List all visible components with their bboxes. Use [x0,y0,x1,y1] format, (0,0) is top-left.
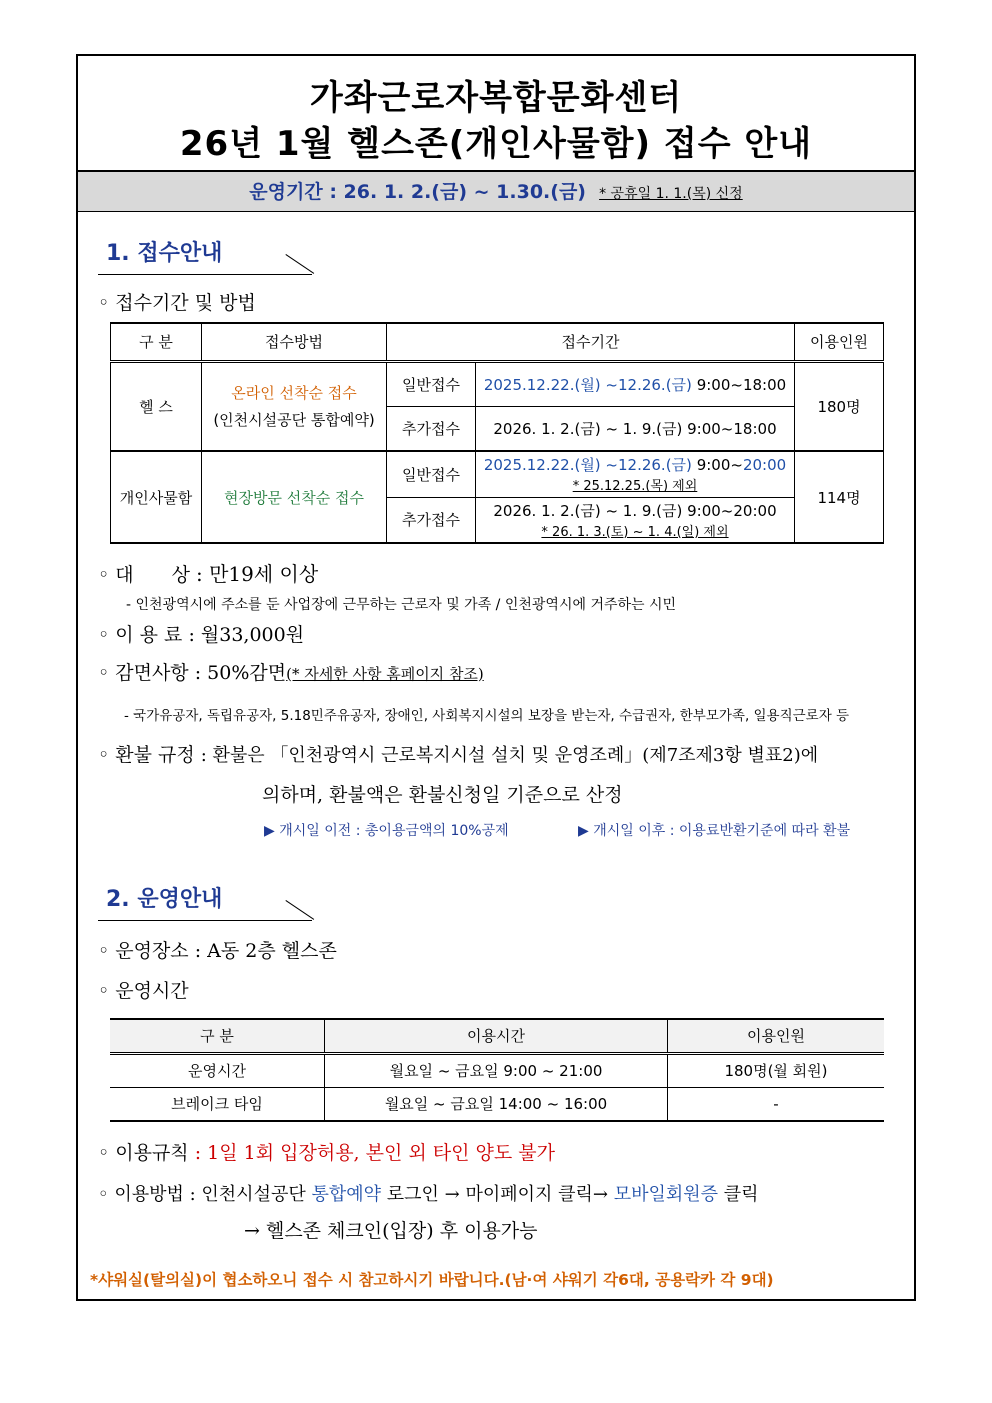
locker-period-regular-end: 20:00 [742,456,787,475]
locker-capacity: 114명 [795,451,884,543]
operation-table [110,1018,884,1122]
section1-slash [285,254,314,274]
usage-rule-label: ◦ 이용규칙 [98,1142,189,1164]
integrated-reservation-link[interactable]: 통합예약 [311,1184,382,1205]
health-period-regular-hours: 9:00~18:00 [696,375,787,394]
refund-after: ▶ 개시일 이후 : 이용료반환기준에 따라 환불 [578,823,851,839]
refund-before: ▶ 개시일 이전 : 총이용금액의 10%공제 [264,823,509,839]
health-period-regular-dates: 2025.12.22.(월) ~12.26.(금) [483,375,692,394]
target-label: ◦ 대 상 [98,564,190,586]
op-header-time: 이용시간 [325,1019,668,1053]
section2-heading: 2. 운영안내 [106,887,223,912]
mobile-membership-link[interactable]: 모바일회원증 [613,1184,719,1205]
op-header-capacity: 이용인원 [668,1019,885,1053]
op-header-category: 구 분 [110,1019,325,1053]
header-method: 접수방법 [202,323,387,361]
refund-label: ◦ 환불 규정 [98,744,195,766]
locker-label: 개인사물함 [111,451,202,543]
locker-period-additional-note: * 26. 1. 3.(토) ~ 1. 4.(일) 제외 [541,524,729,540]
usage-method-part2: 로그인 → 마이페이지 클릭→ [386,1184,608,1205]
refund-line2: 의하며, 환불액은 환불신청일 기준으로 산정 [262,784,623,806]
operation-period: 운영기간 : 26. 1. 2.(금) ~ 1.30.(금) [249,181,586,203]
locker-type-additional: 추가접수 [387,497,476,543]
usage-rule-value: 1일 1회 입장허용, 본인 외 타인 양도 불가 [207,1142,555,1164]
section1-heading: 1. 접수안내 [106,241,223,266]
health-period-regular [476,361,795,406]
operation-place: ◦ 운영장소 : A동 2층 헬스존 [98,940,337,962]
health-method-online: 온라인 선착순 접수 [231,384,357,403]
usage-method-label: ◦ 이용방법 [98,1184,184,1205]
health-period-additional: 2026. 1. 2.(금) ~ 1. 9.(금) 9:00~18:00 [476,406,795,451]
usage-rule-row [98,1138,555,1165]
discount-detail: - 국가유공자, 독립유공자, 5.18민주유공자, 장애인, 사회복지시설의 보장을 받는자, 수급권자, 한부모가족, 일용직근로자 등 [124,708,850,724]
shower-room-note: *샤워실(탈의실)이 협소하오니 접수 시 참고하시기 바랍니다.(남·여 샤워기 각6대, 공용락카 각 9대) [90,1271,774,1289]
discount-label: ◦ 감면사항 [98,662,189,684]
health-type-additional: 추가접수 [387,406,476,451]
discount-value: : 50%감면 [194,662,287,684]
application-table [110,322,884,544]
refund-line1: : 환불은 「인천광역시 근로복지시설 설치 및 운영조례」(제7조제3항 별표2)에 [200,745,819,766]
operation-period-bar [78,170,914,212]
section2-slash [285,900,314,920]
locker-period-additional [476,497,795,543]
fee-label: ◦ 이 용 료 [98,624,183,646]
health-method [202,361,387,451]
header-period: 접수기간 [387,323,795,361]
locker-type-regular: 일반접수 [387,451,476,497]
title-line1: 가좌근로자복합문화센터 [309,78,683,118]
op-row2-capacity: - [668,1087,885,1121]
fee-row [98,620,304,647]
locker-period-regular-start: 9:00~ [696,456,743,475]
target-value: : 만19세 이상 [196,562,319,586]
op-row1-capacity: 180명(월 회원) [668,1053,885,1087]
usage-method-part1: : 인천시설공단 [189,1184,306,1205]
op-row2-category: 브레이크 타임 [110,1087,325,1121]
refund-row [98,740,818,767]
application-subheading: ◦ 접수기간 및 방법 [98,292,256,314]
health-label: 헬 스 [111,361,202,451]
holiday-note: * 공휴일 1. 1.(목) 신정 [599,186,743,202]
header-capacity: 이용인원 [795,323,884,361]
notice-frame [76,54,916,1301]
locker-period-additional-dates: 2026. 1. 2.(금) ~ 1. 9.(금) 9:00~20:00 [493,501,777,520]
section1-underline [98,274,312,275]
target-detail: - 인천광역시에 주소를 둔 사업장에 근무하는 근로자 및 가족 / 인천광역시에 거주하는 시민 [126,597,677,613]
title-line2: 26년 1월 헬스존(개인사물함) 접수 안내 [179,124,813,164]
header-category: 구 분 [111,323,202,361]
usage-method-line2: → 헬스존 체크인(입장) 후 이용가능 [244,1220,538,1242]
health-type-regular: 일반접수 [387,361,476,406]
locker-period-regular [476,451,795,497]
discount-note: (* 자세한 사항 홈페이지 참조) [286,665,484,683]
section2-underline [98,920,312,921]
discount-row [98,658,484,685]
operation-time-subheading: ◦ 운영시간 [98,980,189,1002]
locker-method: 현장방문 선착순 접수 [202,451,387,543]
fee-value: : 월33,000원 [188,624,305,646]
health-capacity: 180명 [795,361,884,451]
op-row1-time: 월요일 ~ 금요일 9:00 ~ 21:00 [325,1053,668,1087]
usage-method-row [98,1180,759,1206]
usage-rule-colon: : [194,1142,202,1164]
health-method-portal: (인천시설공단 통합예약) [213,411,375,430]
op-row1-category: 운영시간 [110,1053,325,1087]
locker-period-regular-dates: 2025.12.22.(월) ~12.26.(금) [483,456,692,475]
locker-period-regular-note: * 25.12.25.(목) 제외 [572,479,698,495]
usage-method-part3: 클릭 [723,1184,759,1205]
op-row2-time: 월요일 ~ 금요일 14:00 ~ 16:00 [325,1087,668,1121]
target-row [98,558,318,587]
